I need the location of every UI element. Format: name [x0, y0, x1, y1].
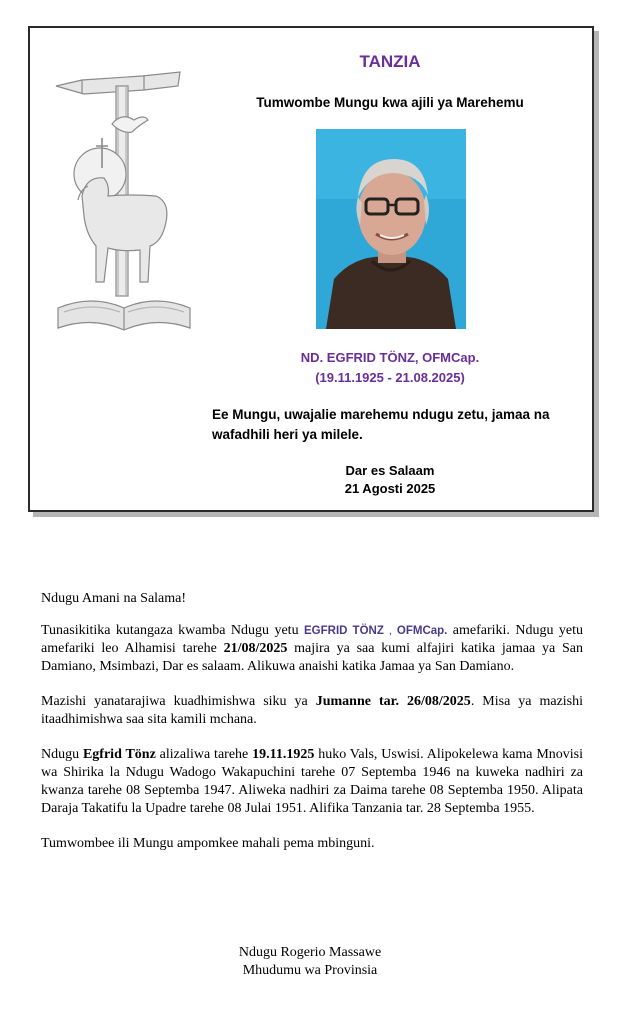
paragraph-death: Tunasikitika kutangaza kwamba Ndugu yetu EGFRID TÖNZ , OFMCap. amefariki. Ndugu yetu amefariki leo Alhamisi tarehe 21/08/2025 majira ya saa kumi alfajiri katika jamaa ya San Damiano, Msimbazi, Dar es salaam. Alikuwa anaishi katika Jamaa ya San Damiano.: [41, 623, 584, 674]
deceased-name: ND. EGFRID TÖNZ, OFMCap.: [300, 350, 480, 365]
obituary-card: [28, 26, 594, 512]
announcement-date: 21 Agosti 2025: [344, 481, 436, 496]
announcement-letter: [41, 590, 583, 853]
place-and-date: [280, 462, 500, 498]
life-dates: (19.11.1925 - 21.08.2025): [315, 370, 465, 385]
signatory-role: Mhudumu wa Provinsia: [242, 963, 378, 978]
paragraph-biography: Ndugu Egfrid Tönz alizaliwa tarehe 19.11.1925 huko Vals, Uswisi. Alipokelewa kama Mnovisi wa Shirika la Ndugu Wadogo Wakapuchini tarehe 07 Septemba 1946 na kuweka nadhiri za kwanza tarehe 08 Septemba 1947. Aliweka nadhiri za Daima tarehe 08 Septemba 1950. Alipata Daraja Takatifu la Upadre tarehe 08 Julai 1951. Alifika Tanzania tar. 28 Septemba 1955.: [41, 747, 583, 816]
paragraph-funeral: Mazishi yanatarajiwa kuadhimishwa siku ya Jumanne tar. 26/08/2025. Misa ya mazishi itaadhimishwa saa sita kamili mchana.: [41, 694, 584, 727]
prayer-heading: Tumwombe Mungu kwa ajili ya Marehemu: [256, 95, 524, 110]
signature-block: [180, 944, 440, 980]
closing-prayer: Tumwombee ili Mungu ampomkee mahali pema mbinguni.: [41, 836, 375, 851]
prayer-text: Ee Mungu, uwajalie marehemu ndugu zetu, jamaa na wafadhili heri ya milele.: [212, 407, 550, 442]
greeting: Ndugu Amani na Salama!: [41, 591, 187, 606]
obituary-title: TANZIA: [359, 52, 421, 71]
portrait-photo: [316, 129, 466, 329]
lamb-of-god-emblem: [52, 46, 197, 346]
signatory-name: Ndugu Rogerio Massawe: [238, 945, 382, 960]
place: Dar es Salaam: [345, 463, 435, 478]
